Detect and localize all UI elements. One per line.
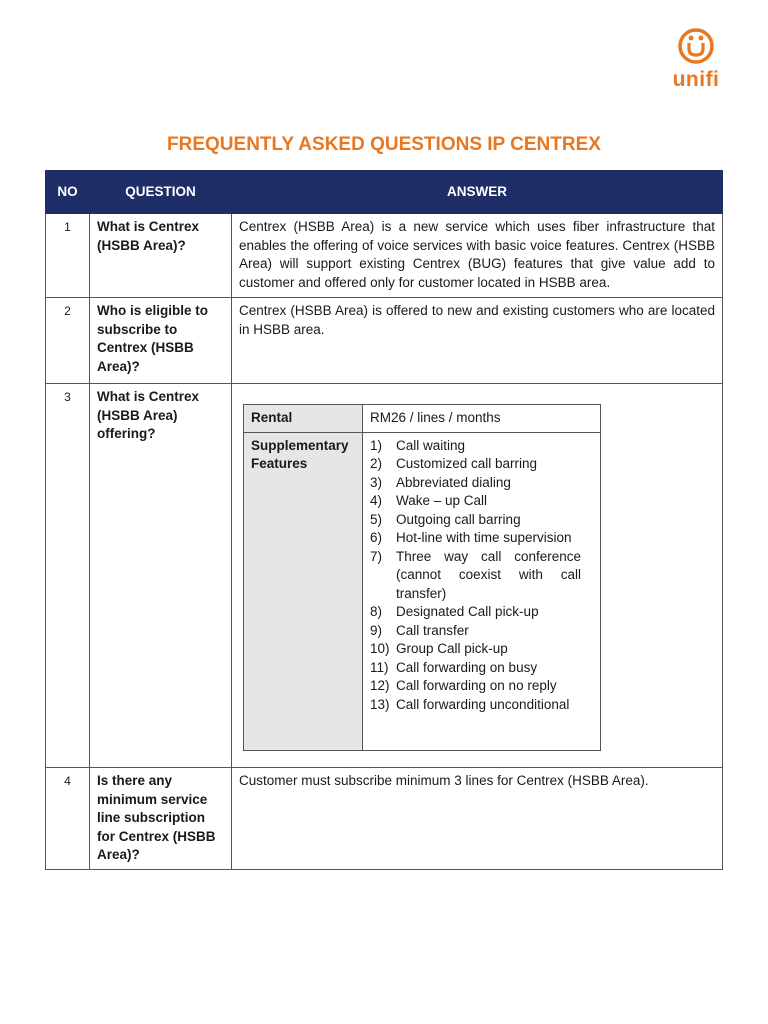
- feature-number: 9): [370, 622, 383, 638]
- feature-text: Wake – up Call: [396, 493, 488, 508]
- feature-item: [370, 529, 593, 548]
- row-question: What is Centrex (HSBB Area)?: [90, 214, 232, 298]
- row-answer: Centrex (HSBB Area) is a new service which uses fiber infrastructure that enables the offering of voice services with basic voice features. Centrex (HSBB Area) will support existing Centrex (BUG) features that give value add to customer and offered only for customer located in HSBB area.: [232, 214, 723, 298]
- feature-text: Hot-line with time supervision: [396, 530, 572, 545]
- feature-text: Outgoing call barring: [396, 511, 521, 527]
- table-row: [46, 384, 723, 768]
- table-row: [46, 768, 723, 870]
- feature-number: 7): [370, 548, 383, 564]
- row-number: 1: [46, 214, 90, 298]
- features-row: [244, 432, 601, 750]
- row-question: What is Centrex (HSBB Area) offering?: [90, 384, 232, 768]
- feature-item: [370, 696, 593, 715]
- features-cell: [363, 432, 601, 750]
- feature-item: [370, 603, 593, 622]
- row-question: Is there any minimum service line subscription for Centrex (HSBB Area)?: [90, 768, 232, 870]
- feature-item: [370, 455, 593, 474]
- feature-text: Call forwarding unconditional: [396, 696, 570, 712]
- feature-text: Call forwarding on busy: [396, 659, 538, 675]
- logo-text: unifi: [672, 68, 720, 91]
- rental-label: Rental: [244, 405, 363, 433]
- feature-text: Call transfer: [396, 622, 469, 638]
- rental-row: [244, 405, 601, 433]
- feature-item: [370, 677, 593, 696]
- rental-value: RM26 / lines / months: [363, 405, 601, 433]
- feature-number: 10): [370, 641, 390, 656]
- offering-table: [243, 404, 601, 751]
- feature-item: [370, 511, 593, 530]
- header-no: NO: [46, 171, 90, 214]
- unifi-at-icon: [676, 26, 716, 66]
- row-answer: [232, 384, 723, 768]
- feature-text: Customized call barring: [396, 456, 538, 471]
- feature-text: Three way call conference (cannot coexist with call transfer): [396, 548, 581, 601]
- row-answer: Customer must subscribe minimum 3 lines for Centrex (HSBB Area).: [232, 768, 723, 870]
- page-title: FREQUENTLY ASKED QUESTIONS IP CENTREX: [167, 134, 601, 155]
- unifi-logo: [668, 26, 724, 91]
- feature-number: 3): [370, 474, 383, 490]
- feature-number: 13): [370, 696, 390, 712]
- faq-table: [45, 170, 723, 870]
- feature-number: 4): [370, 493, 383, 508]
- row-number: 2: [46, 298, 90, 384]
- feature-number: 8): [370, 604, 383, 619]
- feature-number: 5): [370, 511, 383, 527]
- feature-number: 12): [370, 678, 390, 693]
- feature-text: Call waiting: [396, 437, 466, 453]
- features-list: [370, 437, 593, 715]
- row-number: 3: [46, 384, 90, 768]
- header-question: QUESTION: [90, 171, 232, 214]
- row-question: Who is eligible to subscribe to Centrex (HSBB Area)?: [90, 298, 232, 384]
- features-label: Supplementary Features: [244, 432, 363, 750]
- feature-item: [370, 622, 593, 641]
- feature-item: [370, 548, 593, 604]
- table-row: [46, 298, 723, 384]
- row-number: 4: [46, 768, 90, 870]
- feature-item: [370, 437, 593, 456]
- feature-text: Designated Call pick-up: [396, 604, 539, 619]
- feature-number: 11): [370, 659, 389, 675]
- row-answer: Centrex (HSBB Area) is offered to new and existing customers who are located in HSBB area.: [232, 298, 723, 384]
- table-row: [46, 214, 723, 298]
- feature-number: 2): [370, 456, 383, 471]
- feature-text: Call forwarding on no reply: [396, 678, 557, 693]
- feature-number: 1): [370, 437, 383, 453]
- feature-text: Abbreviated dialing: [396, 474, 511, 490]
- feature-item: [370, 659, 593, 678]
- feature-number: 6): [370, 530, 383, 545]
- feature-item: [370, 474, 593, 493]
- feature-item: [370, 640, 593, 659]
- feature-text: Group Call pick-up: [396, 641, 508, 656]
- feature-item: [370, 492, 593, 511]
- header-answer: ANSWER: [232, 171, 723, 214]
- table-header-row: [46, 171, 723, 214]
